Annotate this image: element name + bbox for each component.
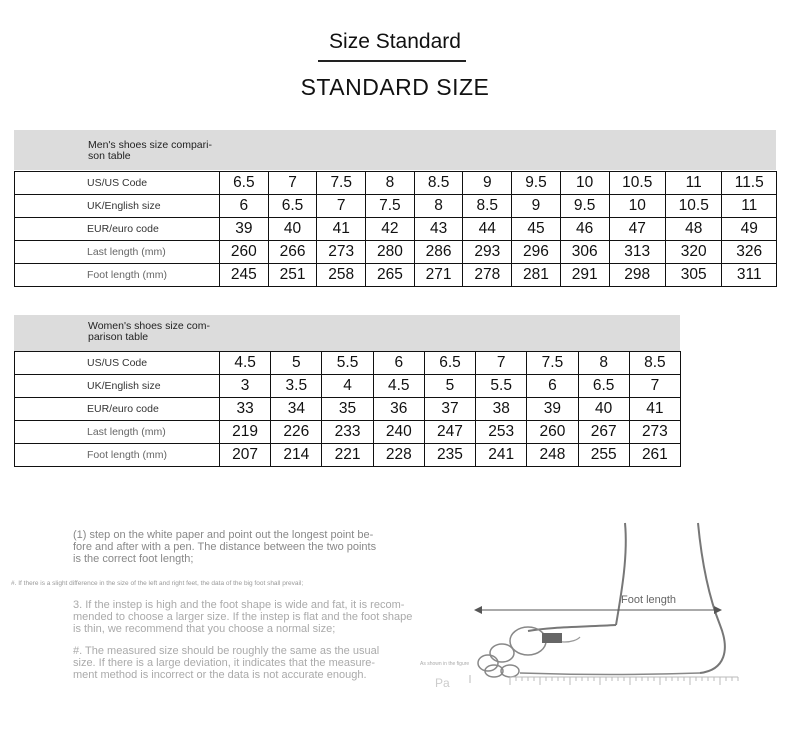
table-cell: 219 <box>220 421 271 444</box>
table-cell: 240 <box>373 421 424 444</box>
table-cell: 8 <box>366 172 415 195</box>
table-cell: 6 <box>373 352 424 375</box>
table-cell: 3.5 <box>271 375 322 398</box>
instruction-step3 <box>73 599 412 635</box>
table-cell: 280 <box>366 241 415 264</box>
table-cell: 221 <box>322 444 373 467</box>
table-cell: 253 <box>476 421 527 444</box>
step4-line: #. The measured size should be roughly the same as the usual <box>73 645 380 657</box>
table-row <box>15 352 681 375</box>
table-cell: 40 <box>268 218 317 241</box>
row-label: Last length (mm) <box>15 421 220 444</box>
table-cell: 10 <box>560 172 609 195</box>
table-cell: 235 <box>424 444 475 467</box>
row-label: UK/English size <box>15 375 220 398</box>
table-cell: 11 <box>665 172 721 195</box>
step4-line: size. If there is a large deviation, it indicates that the measure- <box>73 657 376 669</box>
step3-line: is thin, we recommend that you choose a normal size; <box>73 623 336 635</box>
row-label: Last length (mm) <box>15 241 220 264</box>
table-cell: 35 <box>322 398 373 421</box>
men-size-table <box>14 171 777 287</box>
row-label: Foot length (mm) <box>15 264 220 287</box>
table-cell: 255 <box>578 444 629 467</box>
step1-line: is the correct foot length; <box>73 553 194 565</box>
table-cell: 10.5 <box>665 195 721 218</box>
table-cell: 39 <box>220 218 269 241</box>
table-cell: 6 <box>220 195 269 218</box>
table-cell: 248 <box>527 444 578 467</box>
table-cell: 6.5 <box>578 375 629 398</box>
table-cell: 7 <box>476 352 527 375</box>
table-cell: 8.5 <box>629 352 680 375</box>
table-cell: 6.5 <box>268 195 317 218</box>
table-cell: 273 <box>317 241 366 264</box>
table-row <box>15 264 777 287</box>
title-underline <box>318 60 466 62</box>
step1-line: (1) step on the white paper and point out the longest point be- <box>73 529 374 541</box>
table-cell: 298 <box>609 264 665 287</box>
row-label: UK/English size <box>15 195 220 218</box>
table-cell: 11.5 <box>722 172 777 195</box>
table-cell: 48 <box>665 218 721 241</box>
table-cell: 34 <box>271 398 322 421</box>
step3-line: 3. If the instep is high and the foot shape is wide and fat, it is recom- <box>73 599 405 611</box>
toe-2 <box>490 644 514 662</box>
arrow-head-left <box>474 606 482 614</box>
table-cell: 326 <box>722 241 777 264</box>
table-cell: 6 <box>527 375 578 398</box>
big-toe <box>510 627 546 655</box>
table-cell: 265 <box>366 264 415 287</box>
table-cell: 9.5 <box>560 195 609 218</box>
women-heading-line1: Women's shoes size com- <box>88 320 211 332</box>
table-cell: 9.5 <box>512 172 561 195</box>
table-cell: 291 <box>560 264 609 287</box>
table-cell: 6.5 <box>220 172 269 195</box>
table-cell: 10.5 <box>609 172 665 195</box>
table-cell: 5 <box>271 352 322 375</box>
table-cell: 3 <box>220 375 271 398</box>
step1-line: fore and after with a pen. The distance between the two points <box>73 541 377 553</box>
row-label: US/US Code <box>15 172 220 195</box>
table-cell: 44 <box>463 218 512 241</box>
table-row <box>15 172 777 195</box>
table-cell: 245 <box>220 264 269 287</box>
table-cell: 241 <box>476 444 527 467</box>
table-cell: 286 <box>414 241 463 264</box>
table-cell: 233 <box>322 421 373 444</box>
table-cell: 7 <box>317 195 366 218</box>
table-cell: 273 <box>629 421 680 444</box>
women-size-table <box>14 351 681 467</box>
table-cell: 10 <box>609 195 665 218</box>
table-cell: 9 <box>512 195 561 218</box>
table-cell: 313 <box>609 241 665 264</box>
row-label: US/US Code <box>15 352 220 375</box>
women-table-heading <box>14 315 680 351</box>
table-row <box>15 241 777 264</box>
table-cell: 281 <box>512 264 561 287</box>
table-cell: 49 <box>722 218 777 241</box>
toe-3 <box>478 655 498 671</box>
table-cell: 33 <box>220 398 271 421</box>
table-cell: 7.5 <box>317 172 366 195</box>
table-cell: 7.5 <box>366 195 415 218</box>
table-cell: 258 <box>317 264 366 287</box>
table-cell: 36 <box>373 398 424 421</box>
foot-length-label: Foot length <box>621 594 677 606</box>
instruction-note-small: #. If there is a slight difference in the size of the left and right feet, the data of the big foot shall prevail; <box>11 580 304 587</box>
table-cell: 320 <box>665 241 721 264</box>
table-row <box>15 421 681 444</box>
table-cell: 7.5 <box>527 352 578 375</box>
table-cell: 311 <box>722 264 777 287</box>
table-cell: 41 <box>629 398 680 421</box>
table-row <box>15 375 681 398</box>
side-caption: As shown in the figure <box>420 661 470 667</box>
table-row <box>15 195 777 218</box>
paper-mark: Pa <box>435 676 450 690</box>
table-cell: 260 <box>220 241 269 264</box>
foot-measurement-diagram <box>410 515 750 695</box>
table-cell: 6.5 <box>424 352 475 375</box>
table-cell: 7 <box>629 375 680 398</box>
step3-line: mended to choose a larger size. If the instep is flat and the foot shape <box>73 611 413 623</box>
table-cell: 45 <box>512 218 561 241</box>
table-cell: 214 <box>271 444 322 467</box>
table-cell: 8.5 <box>463 195 512 218</box>
table-cell: 38 <box>476 398 527 421</box>
table-cell: 42 <box>366 218 415 241</box>
table-cell: 207 <box>220 444 271 467</box>
heel-outline <box>698 523 725 673</box>
row-label: Foot length (mm) <box>15 444 220 467</box>
table-cell: 37 <box>424 398 475 421</box>
table-cell: 260 <box>527 421 578 444</box>
women-heading-line2: parison table <box>88 331 149 343</box>
men-heading-line2: son table <box>88 150 131 162</box>
table-cell: 5.5 <box>476 375 527 398</box>
table-cell: 296 <box>512 241 561 264</box>
instruction-step4 <box>73 645 379 681</box>
foot-brand-mark <box>542 633 562 643</box>
men-heading-line1: Men's shoes size compari- <box>88 139 212 151</box>
table-cell: 11 <box>722 195 777 218</box>
table-cell: 9 <box>463 172 512 195</box>
table-cell: 305 <box>665 264 721 287</box>
table-cell: 5 <box>424 375 475 398</box>
step4-line: ment method is incorrect or the data is not accurate enough. <box>73 669 367 681</box>
arrow-head-right <box>714 606 722 614</box>
table-row <box>15 398 681 421</box>
row-label: EUR/euro code <box>15 218 220 241</box>
table-cell: 39 <box>527 398 578 421</box>
table-cell: 8 <box>414 195 463 218</box>
table-cell: 228 <box>373 444 424 467</box>
instruction-step1 <box>73 529 376 565</box>
table-cell: 47 <box>609 218 665 241</box>
row-label: EUR/euro code <box>15 398 220 421</box>
table-cell: 226 <box>271 421 322 444</box>
instep-outline <box>528 625 616 631</box>
table-cell: 4.5 <box>220 352 271 375</box>
table-row <box>15 444 681 467</box>
page-title: Size Standard <box>329 30 461 53</box>
table-cell: 40 <box>578 398 629 421</box>
table-cell: 7 <box>268 172 317 195</box>
table-cell: 8.5 <box>414 172 463 195</box>
table-cell: 43 <box>414 218 463 241</box>
table-cell: 5.5 <box>322 352 373 375</box>
table-row <box>15 218 777 241</box>
table-cell: 278 <box>463 264 512 287</box>
page-subtitle: STANDARD SIZE <box>300 74 490 100</box>
table-cell: 46 <box>560 218 609 241</box>
table-cell: 293 <box>463 241 512 264</box>
table-cell: 251 <box>268 264 317 287</box>
table-cell: 41 <box>317 218 366 241</box>
table-cell: 247 <box>424 421 475 444</box>
sole-outline <box>520 673 700 675</box>
table-cell: 271 <box>414 264 463 287</box>
men-table-heading <box>14 130 776 170</box>
table-cell: 306 <box>560 241 609 264</box>
table-cell: 266 <box>268 241 317 264</box>
table-cell: 4 <box>322 375 373 398</box>
table-cell: 4.5 <box>373 375 424 398</box>
table-cell: 267 <box>578 421 629 444</box>
table-cell: 8 <box>578 352 629 375</box>
table-cell: 261 <box>629 444 680 467</box>
ruler-ticks <box>510 677 738 685</box>
